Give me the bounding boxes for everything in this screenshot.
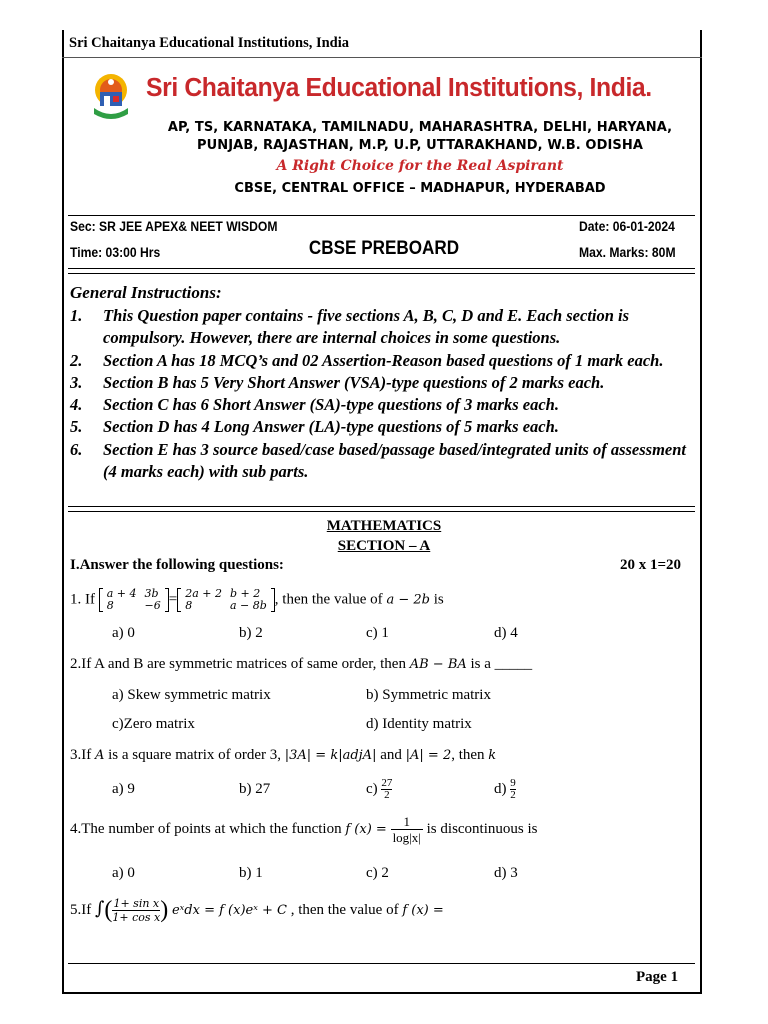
matrix-right: 2a + 2 b + 2 8 a − 8b [177,588,275,612]
question-1: 1. If a + 4 3b 8 −6 = 2a + 2 b + 2 8 a − 8b , then the value of a − 2b is [70,587,444,612]
max-marks: Max. Marks: 80M [579,245,676,260]
q4-option-b[interactable]: b) 1 [239,865,263,881]
q1-option-b[interactable]: b) 2 [239,625,263,641]
states-line-2: PUNJAB, RAJASTHAN, M.P, U.P, UTTARAKHAND, W.B. ODISHA [196,138,644,153]
q2-option-a[interactable]: a) Skew symmetric matrix [112,687,271,703]
subject-title: MATHEMATICS [326,518,442,534]
double-divider [68,268,695,274]
q2-option-d[interactable]: d) Identity matrix [366,716,472,732]
page-border [62,30,702,994]
fraction: $\frac{1}{\log|x|}$ [392,814,421,845]
q1-option-c[interactable]: c) 1 [366,625,389,641]
institution-logo-icon [88,68,134,124]
q4-option-d[interactable]: d) 3 [494,865,518,881]
fraction: $\frac{27}{2}$ [381,777,393,801]
q2-option-c[interactable]: c)Zero matrix [112,716,195,732]
states-line-1: AP, TS, KARNATAKA, TAMILNADU, MAHARASHTRA, DELHI, HARYANA, [167,120,673,135]
question-4: 4.The number of points at which the function f (x) = $\frac{1}{\log|x|}$ is discontinuous is [70,814,538,845]
q2-option-b[interactable]: b) Symmetric matrix [366,687,491,703]
divider [68,215,695,216]
questions-heading: I.Answer the following questions: [70,557,284,573]
instruction-item: 2. Section A has 18 MCQ’s and 02 Assertion-Reason based questions of 1 mark each. [70,350,664,370]
q4-option-a[interactable]: a) 0 [112,865,135,881]
q3-option-c[interactable]: c) $\frac{27}{2}$ [366,777,393,801]
institution-name: Sri Chaitanya Educational Institutions, India. [146,74,652,102]
running-header: Sri Chaitanya Educational Institutions, India [69,35,350,51]
instruction-item: 5. Section D has 4 Long Answer (LA)-type questions of 5 marks each. [70,417,559,437]
instructions-list [70,305,700,483]
exam-date: Date: 06-01-2024 [579,219,675,234]
question-5: 5.If ∫( $\frac{\text{1+ sin x}}{\text{1+ cos x}}$ ) eˣdx = f (x)eˣ + C , then the value of f (x) = [70,897,444,924]
question-3: 3.If A is a square matrix of order 3, |3A| = k|adjA| and |A| = 2, then k [70,747,497,763]
instruction-item: 3. Section B has 5 Very Short Answer (VSA)-type questions of 2 marks each. [70,372,605,392]
exam-title: CBSE PREBOARD [308,238,460,259]
page-number: Page 1 [636,969,679,985]
q4-option-c[interactable]: c) 2 [366,865,389,881]
footer-rule [68,963,695,964]
fraction: $\frac{\text{1+ sin x}}{\text{1+ cos x}}$ [112,897,161,924]
header-rule [62,57,702,58]
instruction-item: 1. This Question paper contains - five sections A, B, C, D and E. Each section is compulsory. However, there are internal choices in some questions. [70,306,630,348]
fraction: $\frac{9}{2}$ [510,777,516,801]
instruction-item: 4. Section C has 6 Short Answer (SA)-type questions of 3 marks each. [70,395,559,415]
q3-option-d[interactable]: d) $\frac{9}{2}$ [494,777,516,801]
questions-marks: 20 x 1=20 [620,557,682,573]
q3-option-b[interactable]: b) 27 [239,781,271,797]
q3-option-a[interactable]: a) 9 [112,781,135,797]
double-divider [68,506,695,512]
instructions-heading: General Instructions: [70,283,222,302]
instruction-item: 6. Section E has 3 source based/case based/passage based/integrated units of assessment (4 marks each) with sub parts. [70,439,687,482]
section-title: SECTION – A [337,538,431,554]
q1-option-a[interactable]: a) 0 [112,625,135,641]
matrix-left: a + 4 3b 8 −6 [99,588,169,612]
tagline: A Right Choice for the Real Aspirant [276,158,564,174]
central-office: CBSE, CENTRAL OFFICE – MADHAPUR, HYDERABAD [234,181,606,196]
section-info: Sec: SR JEE APEX& NEET WISDOM [70,219,278,234]
question-2: 2.If A and B are symmetric matrices of same order, then AB − BA is a _____ [70,656,533,672]
exam-time: Time: 03:00 Hrs [70,245,161,260]
q1-option-d[interactable]: d) 4 [494,625,518,641]
